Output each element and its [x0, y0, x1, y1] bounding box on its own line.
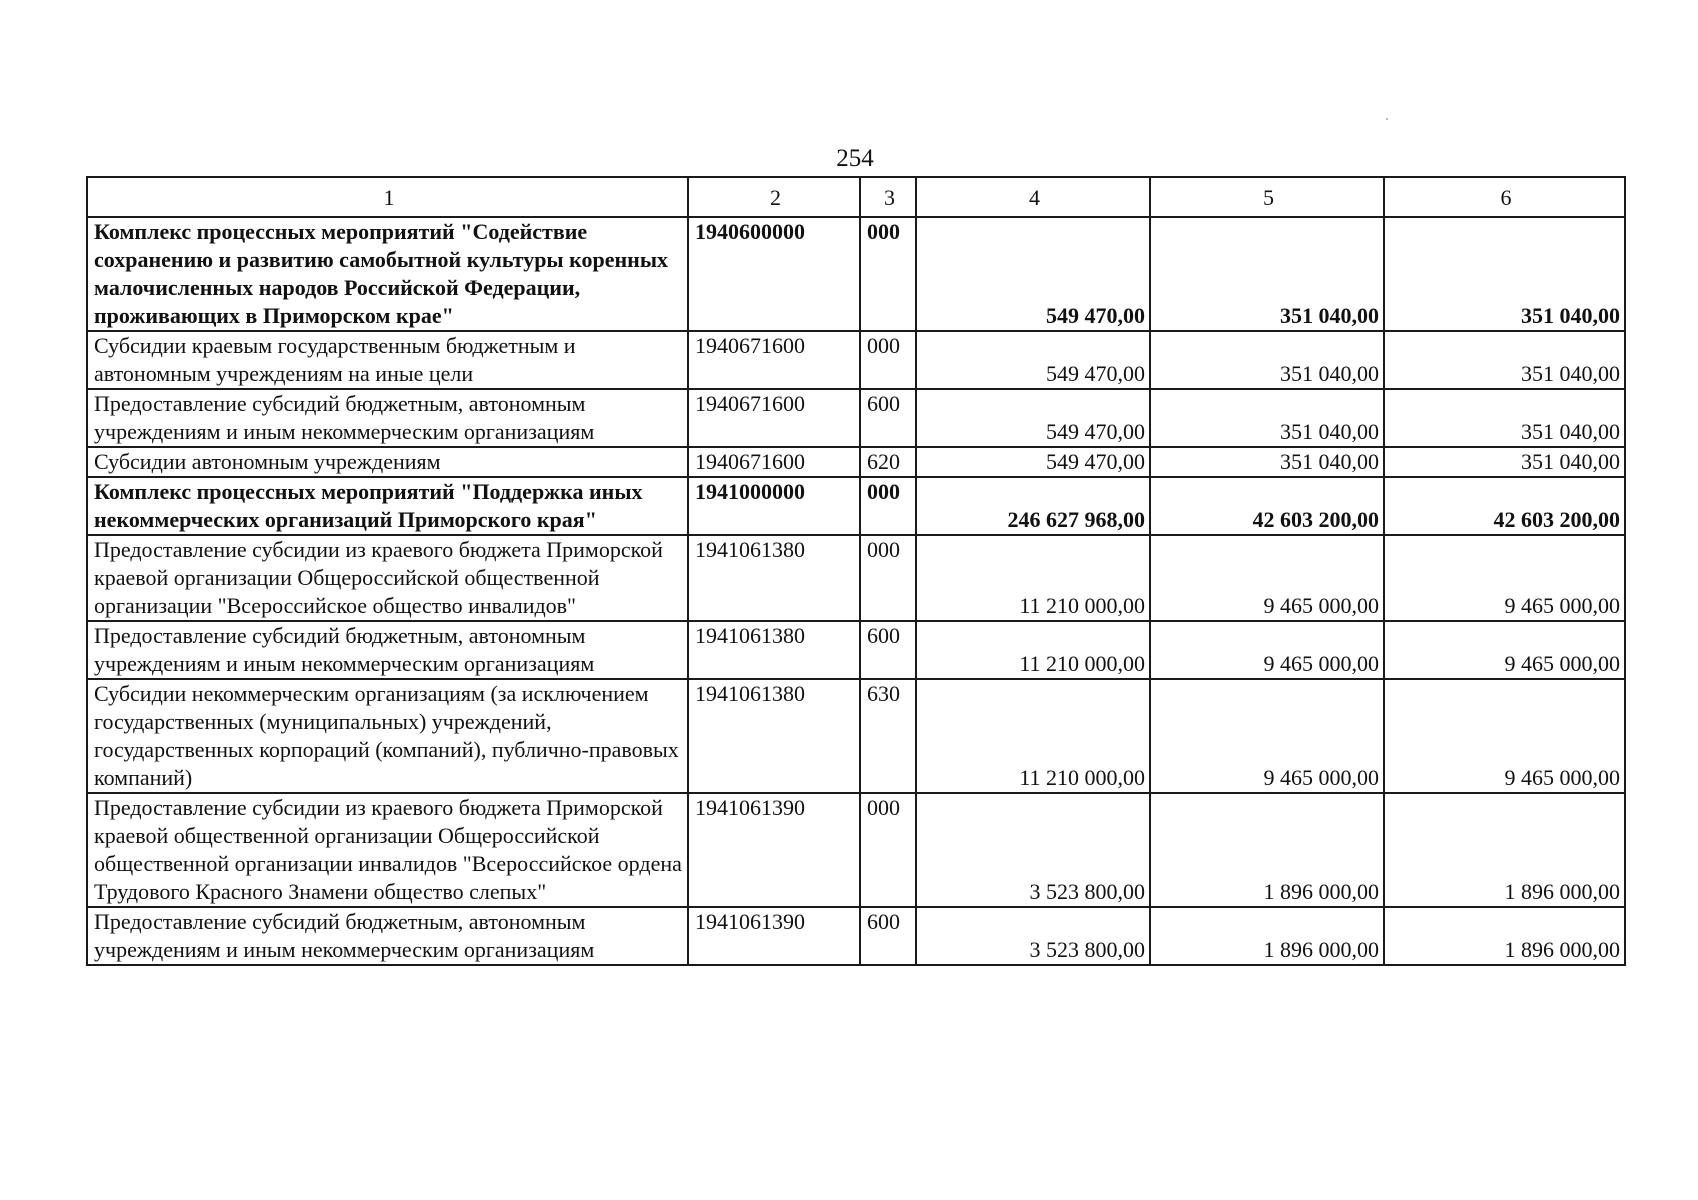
row-amount-cell-4: 549 470,00	[916, 331, 1150, 389]
table-row	[87, 447, 1625, 477]
header-cell-3: 3	[860, 177, 916, 217]
table-row	[87, 907, 1625, 965]
row-amount-cell-5: 1 896 000,00	[1150, 793, 1384, 907]
row-kvr-cell: 000	[860, 477, 916, 535]
row-code-cell: 1941061380	[688, 621, 860, 679]
row-code-cell: 1941061390	[688, 793, 860, 907]
row-amount-cell-4: 549 470,00	[916, 389, 1150, 447]
row-name-cell: Субсидии краевым государственным бюджетным и автономным учреждениям на иные цели	[87, 331, 688, 389]
row-kvr-cell: 600	[860, 907, 916, 965]
row-amount-cell-4: 3 523 800,00	[916, 907, 1150, 965]
row-kvr-cell: 000	[860, 793, 916, 907]
row-amount-cell-6: 351 040,00	[1384, 447, 1625, 477]
row-amount-cell-4: 11 210 000,00	[916, 535, 1150, 621]
row-amount-cell-5: 9 465 000,00	[1150, 535, 1384, 621]
row-code-cell: 1940671600	[688, 389, 860, 447]
row-amount-cell-6: 351 040,00	[1384, 217, 1625, 331]
row-amount-cell-6: 351 040,00	[1384, 389, 1625, 447]
row-code-cell: 1941061380	[688, 535, 860, 621]
header-cell-2: 2	[688, 177, 860, 217]
row-name-cell: Предоставление субсидий бюджетным, автономным учреждениям и иным некоммерческим организациям	[87, 907, 688, 965]
header-cell-1: 1	[87, 177, 688, 217]
table-row	[87, 793, 1625, 907]
row-name-cell: Комплекс процессных мероприятий "Поддержка иных некоммерческих организаций Приморского края"	[87, 477, 688, 535]
row-amount-cell-6: 9 465 000,00	[1384, 535, 1625, 621]
row-amount-cell-4: 549 470,00	[916, 447, 1150, 477]
row-code-cell: 1940600000	[688, 217, 860, 331]
row-amount-cell-6: 1 896 000,00	[1384, 907, 1625, 965]
table-row	[87, 217, 1625, 331]
row-code-cell: 1941061380	[688, 679, 860, 793]
row-amount-cell-5: 351 040,00	[1150, 217, 1384, 331]
table-header-row	[87, 177, 1625, 217]
header-cell-4: 4	[916, 177, 1150, 217]
row-amount-cell-4: 3 523 800,00	[916, 793, 1150, 907]
row-amount-cell-6: 9 465 000,00	[1384, 679, 1625, 793]
header-cell-5: 5	[1150, 177, 1384, 217]
row-kvr-cell: 600	[860, 621, 916, 679]
row-code-cell: 1940671600	[688, 447, 860, 477]
row-name-cell: Предоставление субсидий бюджетным, автономным учреждениям и иным некоммерческим организациям	[87, 389, 688, 447]
table-row	[87, 679, 1625, 793]
row-amount-cell-5: 351 040,00	[1150, 447, 1384, 477]
page-number: 254	[836, 145, 874, 172]
row-amount-cell-5: 9 465 000,00	[1150, 621, 1384, 679]
row-amount-cell-5: 351 040,00	[1150, 331, 1384, 389]
row-code-cell: 1941061390	[688, 907, 860, 965]
row-kvr-cell: 000	[860, 331, 916, 389]
row-code-cell: 1940671600	[688, 331, 860, 389]
row-amount-cell-5: 1 896 000,00	[1150, 907, 1384, 965]
row-amount-cell-6: 9 465 000,00	[1384, 621, 1625, 679]
row-kvr-cell: 000	[860, 217, 916, 331]
table-row	[87, 535, 1625, 621]
row-amount-cell-4: 11 210 000,00	[916, 621, 1150, 679]
row-name-cell: Субсидии некоммерческим организациям (за исключением государственных (муниципальных) учреждений, государственных корпораций (компаний), публично-правовых компаний)	[87, 679, 688, 793]
row-code-cell: 1941000000	[688, 477, 860, 535]
row-name-cell: Предоставление субсидий бюджетным, автономным учреждениям и иным некоммерческим организациям	[87, 621, 688, 679]
row-kvr-cell: 630	[860, 679, 916, 793]
row-amount-cell-4: 11 210 000,00	[916, 679, 1150, 793]
scan-speck	[1386, 118, 1388, 120]
row-amount-cell-5: 42 603 200,00	[1150, 477, 1384, 535]
row-kvr-cell: 620	[860, 447, 916, 477]
row-kvr-cell: 000	[860, 535, 916, 621]
row-amount-cell-6: 1 896 000,00	[1384, 793, 1625, 907]
row-amount-cell-5: 351 040,00	[1150, 389, 1384, 447]
row-name-cell: Субсидии автономным учреждениям	[87, 447, 688, 477]
row-amount-cell-5: 9 465 000,00	[1150, 679, 1384, 793]
budget-table	[86, 176, 1626, 966]
row-amount-cell-4: 549 470,00	[916, 217, 1150, 331]
row-amount-cell-4: 246 627 968,00	[916, 477, 1150, 535]
table-row	[87, 621, 1625, 679]
table-row	[87, 331, 1625, 389]
table-row	[87, 389, 1625, 447]
row-kvr-cell: 600	[860, 389, 916, 447]
row-name-cell: Предоставление субсидии из краевого бюджета Приморской краевой организации Общероссийской общественной организации "Всероссийское общество инвалидов"	[87, 535, 688, 621]
table-body	[87, 177, 1625, 965]
row-name-cell: Предоставление субсидии из краевого бюджета Приморской краевой общественной организации Общероссийской общественной организации инвалидов "Всероссийское ордена Трудового Красного Знамени общество слепых"	[87, 793, 688, 907]
row-name-cell: Комплекс процессных мероприятий "Содействие сохранению и развитию самобытной культуры коренных малочисленных народов Российской Федерации, проживающих в Приморском крае"	[87, 217, 688, 331]
row-amount-cell-6: 42 603 200,00	[1384, 477, 1625, 535]
table-row	[87, 477, 1625, 535]
row-amount-cell-6: 351 040,00	[1384, 331, 1625, 389]
header-cell-6: 6	[1384, 177, 1625, 217]
